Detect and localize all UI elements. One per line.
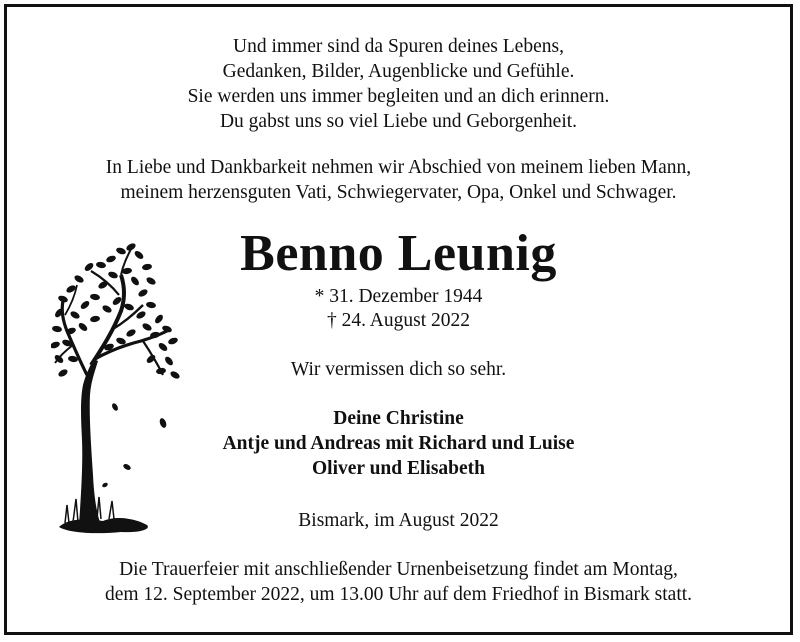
mourner-line-2: Antje und Andreas mit Richard und Luise (222, 433, 575, 454)
deceased-name: Benno Leunig (240, 225, 557, 282)
intro-line-2: meinem herzensguten Vati, Schwiegervater, Opa, Onkel und Schwager. (120, 182, 677, 203)
poem-line-3: Sie werden uns immer begleiten und an dich erinnern. (187, 86, 610, 107)
poem-line-1: Und immer sind da Spuren deines Lebens, (233, 36, 564, 57)
death-date: † 24. August 2022 (326, 310, 470, 331)
intro-line-1: In Liebe und Dankbarkeit nehmen wir Abschied von meinem lieben Mann, (105, 157, 692, 178)
poem-line-4: Du gabst uns so viel Liebe und Geborgenheit. (219, 111, 578, 132)
funeral-line-1: Die Trauerfeier mit anschließender Urnenbeisetzung findet am Montag, (119, 559, 678, 580)
poem-line-2: Gedanken, Bilder, Augenblicke und Gefühle. (222, 61, 575, 82)
mourner-line-3: Oliver und Elisabeth (311, 458, 485, 479)
mourner-line-1: Deine Christine (333, 408, 464, 429)
place-date: Bismark, im August 2022 (298, 510, 499, 531)
miss-line: Wir vermissen dich so sehr. (290, 359, 507, 380)
obituary-frame (4, 4, 793, 635)
tree-silhouette-icon (51, 235, 183, 535)
birth-date: * 31. Dezember 1944 (314, 286, 483, 307)
funeral-line-2: dem 12. September 2022, um 13.00 Uhr auf dem Friedhof in Bismark statt. (104, 584, 693, 605)
